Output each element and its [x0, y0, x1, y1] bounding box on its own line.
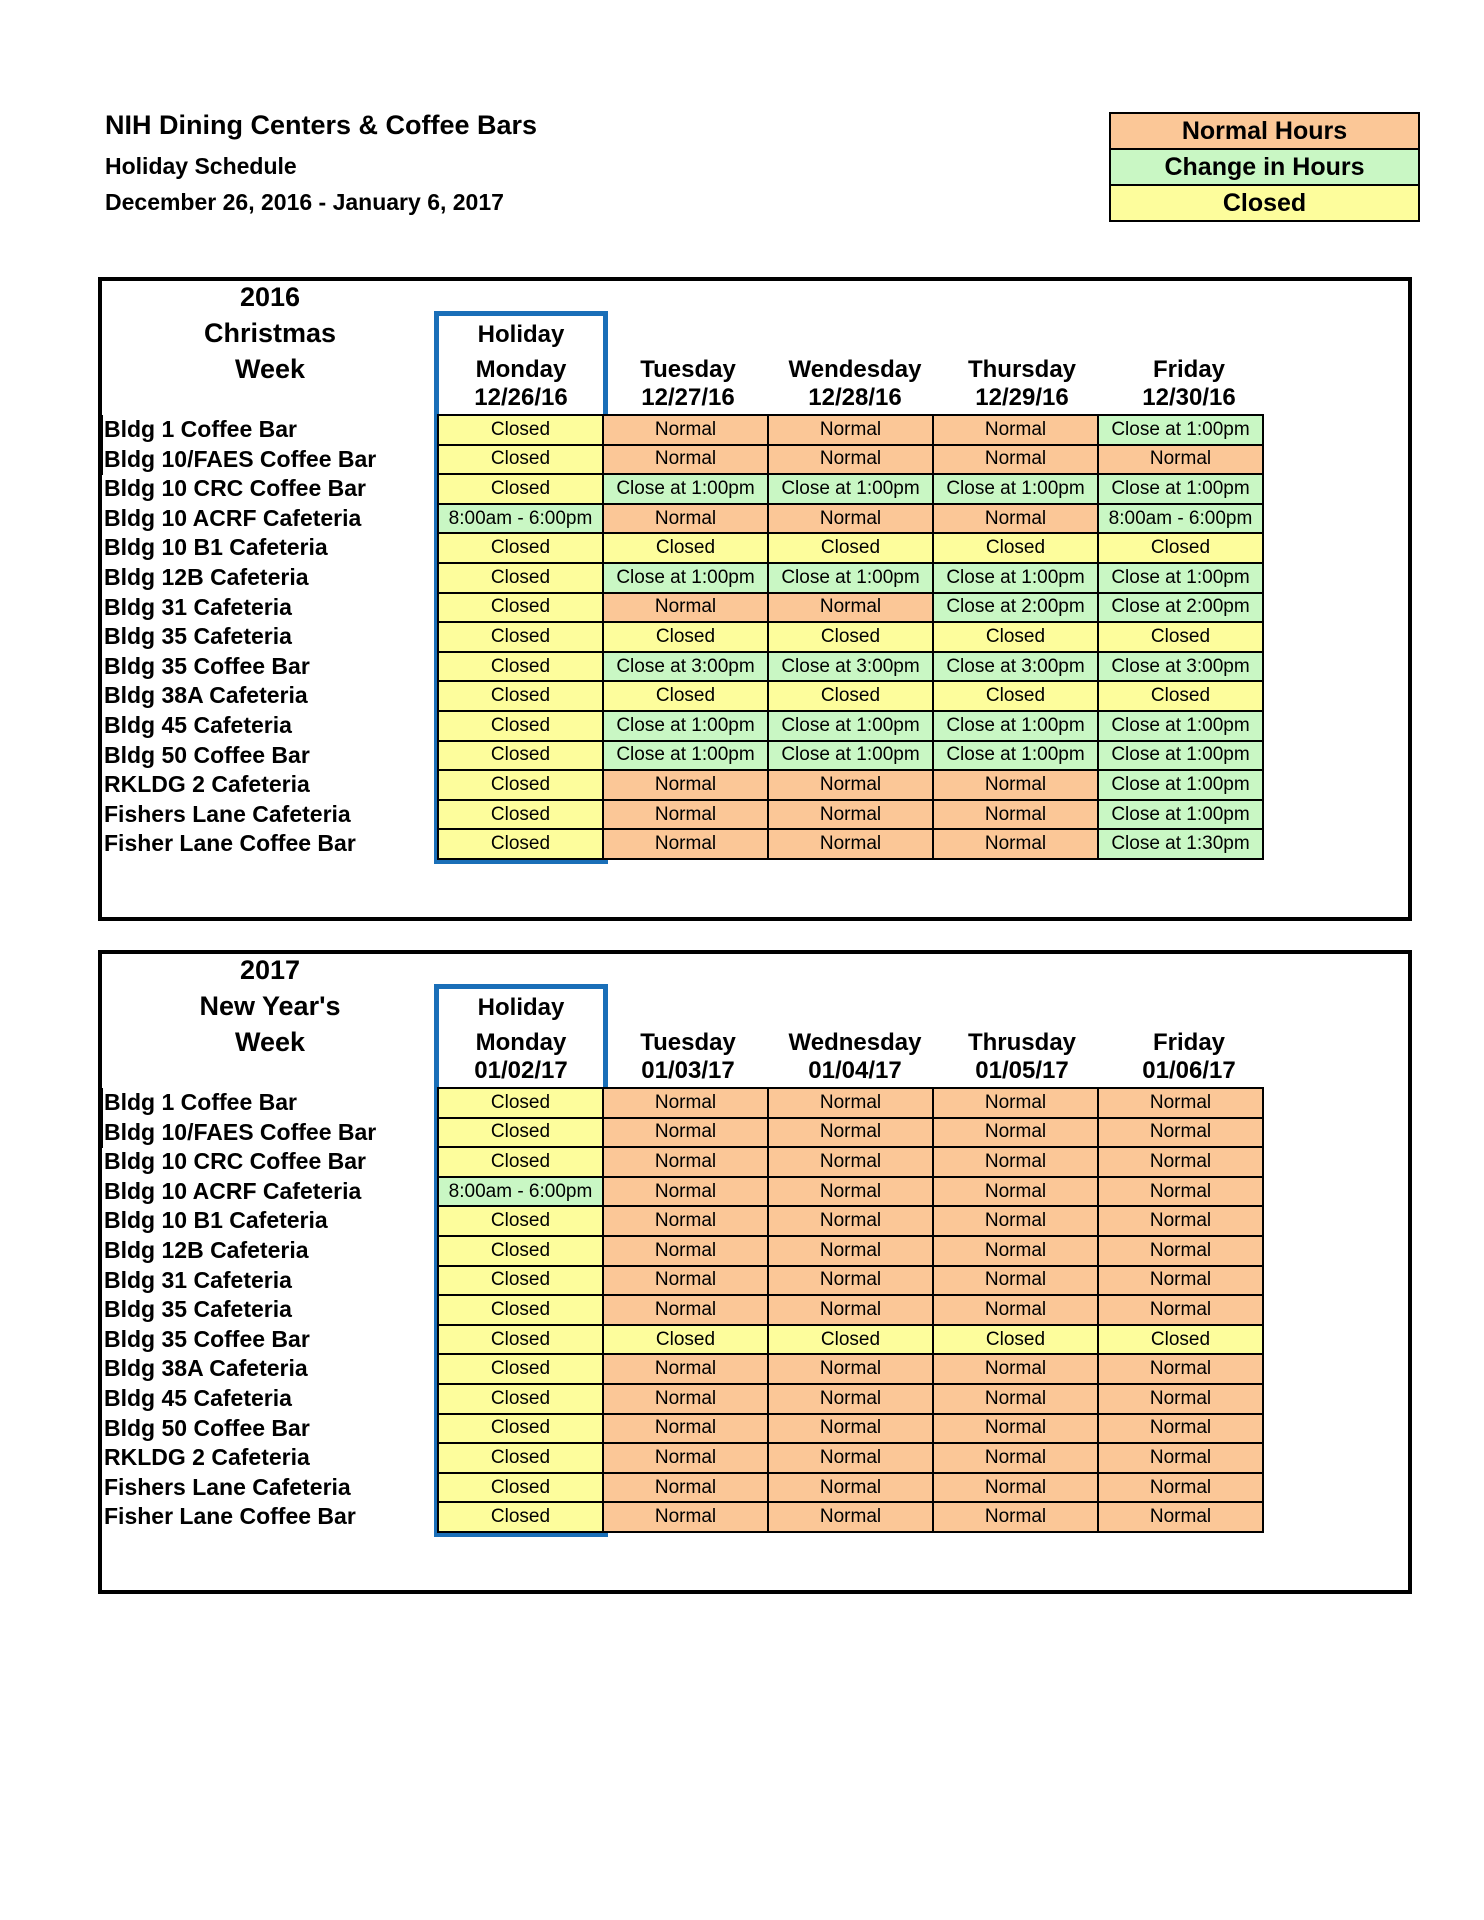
schedule-cell: Normal: [933, 1206, 1098, 1236]
schedule-cell: Closed: [768, 681, 933, 711]
schedule-cell: Close at 2:00pm: [1098, 593, 1263, 623]
schedule-cell: Closed: [933, 533, 1098, 563]
page-title: NIH Dining Centers & Coffee Bars: [105, 110, 538, 140]
schedule-row: [438, 1473, 1263, 1503]
location-name: Fisher Lane Coffee Bar: [104, 830, 356, 857]
schedule-cell: Closed: [1098, 622, 1263, 652]
schedule-cell: Closed: [438, 770, 603, 800]
schedule-cell: Normal: [1098, 1473, 1263, 1503]
week2-label: New Year's: [199, 991, 341, 1021]
schedule-cell: Normal: [603, 800, 768, 830]
schedule-cell: Normal: [1098, 1088, 1263, 1118]
schedule-row: [438, 1295, 1263, 1325]
week1-date-3: 12/29/16: [975, 384, 1069, 411]
schedule-cell: Closed: [438, 681, 603, 711]
schedule-cell: Closed: [603, 681, 768, 711]
schedule-cell: Close at 1:00pm: [933, 474, 1098, 504]
schedule-cell: Close at 1:00pm: [603, 741, 768, 771]
schedule-cell: Closed: [603, 533, 768, 563]
schedule-cell: Closed: [438, 1325, 603, 1355]
schedule-row: [438, 770, 1263, 800]
schedule-cell: Normal: [933, 445, 1098, 475]
schedule-row: [438, 1088, 1263, 1118]
schedule-cell: Normal: [603, 1443, 768, 1473]
schedule-cell: Normal: [933, 1266, 1098, 1296]
schedule-cell: Closed: [438, 1118, 603, 1148]
schedule-cell: Normal: [603, 770, 768, 800]
week1-day-4: Friday: [1152, 356, 1226, 383]
schedule-row: [438, 593, 1263, 623]
location-name: Bldg 38A Cafeteria: [104, 1355, 308, 1382]
week1-week: Week: [234, 354, 306, 384]
schedule-cell: Normal: [603, 1236, 768, 1266]
new-year-week-schedule-table: [437, 1087, 1264, 1533]
schedule-cell: Normal: [768, 1295, 933, 1325]
schedule-cell: Close at 3:00pm: [603, 652, 768, 682]
schedule-cell: Normal: [603, 593, 768, 623]
location-name: Bldg 10/FAES Coffee Bar: [104, 1118, 377, 1145]
schedule-cell: Normal: [768, 1177, 933, 1207]
week2-date-2: 01/04/17: [808, 1057, 902, 1084]
schedule-cell: Normal: [1098, 445, 1263, 475]
schedule-cell: Normal: [768, 1206, 933, 1236]
schedule-cell: Closed: [768, 1325, 933, 1355]
schedule-cell: Normal: [933, 1236, 1098, 1266]
schedule-row: [438, 1325, 1263, 1355]
schedule-cell: Close at 1:00pm: [603, 474, 768, 504]
schedule-cell: Normal: [1098, 1177, 1263, 1207]
schedule-row: [438, 445, 1263, 475]
week2-date-4: 01/06/17: [1142, 1057, 1236, 1084]
schedule-cell: Normal: [768, 829, 933, 859]
schedule-cell: Close at 3:00pm: [1098, 652, 1263, 682]
date-range: December 26, 2016 - January 6, 2017: [105, 189, 504, 215]
schedule-cell: Normal: [1098, 1206, 1263, 1236]
week2-rowbar: [98, 1088, 103, 1148]
schedule-cell: 8:00am - 6:00pm: [1098, 504, 1263, 534]
schedule-cell: Closed: [438, 1236, 603, 1266]
location-name: Bldg 31 Cafeteria: [104, 593, 292, 620]
schedule-row: [438, 1414, 1263, 1444]
week1-date-4: 12/30/16: [1142, 384, 1236, 411]
schedule-cell: Normal: [603, 1088, 768, 1118]
schedule-cell: Normal: [933, 1414, 1098, 1444]
schedule-row: [438, 652, 1263, 682]
christmas-week-schedule-table: [437, 414, 1264, 860]
schedule-cell: Closed: [438, 1206, 603, 1236]
schedule-cell: Normal: [933, 1118, 1098, 1148]
schedule-row: [438, 1443, 1263, 1473]
week2-day-2: Wednesday: [788, 1029, 922, 1056]
schedule-cell: Normal: [768, 504, 933, 534]
schedule-cell: Normal: [603, 1502, 768, 1532]
schedule-cell: Normal: [603, 1414, 768, 1444]
week2-week: Week: [234, 1027, 306, 1057]
schedule-row: [438, 563, 1263, 593]
schedule-cell: Normal: [768, 415, 933, 445]
week1-day-3: Thursday: [967, 356, 1077, 383]
schedule-cell: Normal: [933, 800, 1098, 830]
week2-date-1: 01/03/17: [641, 1057, 735, 1084]
schedule-cell: Closed: [438, 1502, 603, 1532]
schedule-cell: Closed: [438, 622, 603, 652]
schedule-cell: Closed: [438, 593, 603, 623]
schedule-cell: Close at 1:00pm: [603, 711, 768, 741]
location-name: Bldg 35 Cafeteria: [104, 623, 292, 650]
schedule-row: [438, 741, 1263, 771]
schedule-cell: Closed: [438, 445, 603, 475]
week2-year: 2017: [239, 955, 301, 985]
schedule-cell: Closed: [933, 681, 1098, 711]
schedule-cell: Closed: [438, 711, 603, 741]
schedule-row: [438, 474, 1263, 504]
schedule-cell: Close at 1:00pm: [933, 711, 1098, 741]
schedule-cell: Normal: [603, 1473, 768, 1503]
week1-day-1: Tuesday: [640, 356, 736, 383]
schedule-cell: Normal: [768, 445, 933, 475]
schedule-cell: Normal: [933, 1502, 1098, 1532]
schedule-cell: Closed: [438, 1295, 603, 1325]
schedule-cell: Close at 1:00pm: [1098, 415, 1263, 445]
schedule-cell: 8:00am - 6:00pm: [438, 1177, 603, 1207]
schedule-cell: Closed: [603, 622, 768, 652]
schedule-cell: Normal: [768, 1236, 933, 1266]
schedule-cell: Close at 1:00pm: [768, 474, 933, 504]
schedule-cell: Closed: [603, 1325, 768, 1355]
week1-date-2: 12/28/16: [808, 384, 902, 411]
schedule-cell: Closed: [438, 415, 603, 445]
schedule-cell: Normal: [1098, 1118, 1263, 1148]
schedule-cell: Closed: [438, 533, 603, 563]
schedule-row: [438, 1177, 1263, 1207]
schedule-cell: Normal: [603, 1118, 768, 1148]
schedule-cell: Normal: [1098, 1266, 1263, 1296]
schedule-cell: Normal: [1098, 1147, 1263, 1177]
schedule-cell: Normal: [933, 770, 1098, 800]
week1-date-0: 12/26/16: [474, 384, 568, 411]
schedule-cell: Closed: [438, 1088, 603, 1118]
location-name: RKLDG 2 Cafeteria: [104, 1444, 310, 1471]
schedule-cell: Close at 1:00pm: [603, 563, 768, 593]
schedule-cell: Normal: [603, 1177, 768, 1207]
week1-holiday-label: Holiday: [477, 321, 565, 348]
schedule-cell: Normal: [1098, 1443, 1263, 1473]
schedule-row: [438, 1384, 1263, 1414]
location-name: Bldg 50 Coffee Bar: [104, 1414, 310, 1441]
schedule-cell: Closed: [438, 1473, 603, 1503]
location-name: Bldg 10 ACRF Cafeteria: [104, 1177, 362, 1204]
schedule-cell: Normal: [933, 415, 1098, 445]
schedule-cell: Closed: [438, 1354, 603, 1384]
schedule-cell: Normal: [1098, 1414, 1263, 1444]
week2-day-4: Friday: [1152, 1029, 1226, 1056]
week1-label: Christmas: [203, 318, 337, 348]
week2-holiday-label: Holiday: [477, 994, 565, 1021]
schedule-cell: Close at 1:00pm: [768, 741, 933, 771]
schedule-cell: Close at 1:00pm: [1098, 563, 1263, 593]
schedule-cell: Normal: [603, 1384, 768, 1414]
schedule-cell: Normal: [603, 1354, 768, 1384]
schedule-cell: Normal: [768, 1088, 933, 1118]
schedule-cell: Close at 1:00pm: [1098, 711, 1263, 741]
schedule-cell: Normal: [768, 1147, 933, 1177]
schedule-cell: Close at 1:00pm: [1098, 800, 1263, 830]
schedule-row: [438, 829, 1263, 859]
week2-day-3: Thrusday: [967, 1029, 1077, 1056]
schedule-cell: Normal: [603, 1147, 768, 1177]
legend-change: Change in Hours: [1111, 150, 1418, 186]
schedule-cell: Normal: [768, 1473, 933, 1503]
schedule-cell: Normal: [768, 1266, 933, 1296]
schedule-row: [438, 800, 1263, 830]
location-name: Fishers Lane Cafeteria: [104, 800, 351, 827]
schedule-cell: Normal: [933, 1384, 1098, 1414]
schedule-cell: Close at 1:00pm: [933, 563, 1098, 593]
week1-date-1: 12/27/16: [641, 384, 735, 411]
location-name: Bldg 10/FAES Coffee Bar: [104, 445, 377, 472]
schedule-cell: Normal: [603, 445, 768, 475]
schedule-cell: Normal: [768, 1384, 933, 1414]
schedule-cell: Normal: [768, 1502, 933, 1532]
location-name: Bldg 35 Coffee Bar: [104, 652, 310, 679]
schedule-cell: Normal: [933, 1354, 1098, 1384]
schedule-cell: Closed: [438, 652, 603, 682]
schedule-cell: Close at 1:00pm: [1098, 474, 1263, 504]
schedule-cell: Normal: [768, 770, 933, 800]
schedule-cell: Closed: [438, 1384, 603, 1414]
legend: [1109, 112, 1420, 222]
location-name: Bldg 45 Cafeteria: [104, 1385, 292, 1411]
schedule-cell: Closed: [438, 1147, 603, 1177]
schedule-cell: Normal: [768, 1354, 933, 1384]
schedule-cell: Close at 1:00pm: [1098, 770, 1263, 800]
schedule-cell: Normal: [1098, 1502, 1263, 1532]
schedule-row: [438, 504, 1263, 534]
location-name: Bldg 12B Cafeteria: [104, 564, 309, 590]
schedule-cell: Normal: [1098, 1354, 1263, 1384]
page-subtitle: Holiday Schedule: [105, 153, 297, 179]
location-name: Bldg 10 CRC Coffee Bar: [104, 475, 366, 502]
location-name: Bldg 10 B1 Cafeteria: [104, 1207, 328, 1234]
schedule-cell: Closed: [933, 1325, 1098, 1355]
schedule-cell: Closed: [438, 741, 603, 771]
location-name: Bldg 10 ACRF Cafeteria: [104, 504, 362, 531]
schedule-cell: Close at 1:00pm: [768, 711, 933, 741]
schedule-cell: Normal: [768, 1443, 933, 1473]
schedule-cell: Normal: [933, 1443, 1098, 1473]
schedule-row: [438, 711, 1263, 741]
schedule-cell: Normal: [1098, 1236, 1263, 1266]
schedule-row: [438, 1118, 1263, 1148]
schedule-cell: Normal: [768, 800, 933, 830]
legend-closed: Closed: [1111, 186, 1418, 220]
schedule-row: [438, 622, 1263, 652]
location-name: Fisher Lane Coffee Bar: [104, 1503, 356, 1530]
week1-rowbar: [98, 415, 103, 475]
schedule-row: [438, 1266, 1263, 1296]
location-name: Bldg 45 Cafeteria: [104, 712, 292, 738]
location-name: Bldg 35 Coffee Bar: [104, 1325, 310, 1352]
schedule-cell: Closed: [933, 622, 1098, 652]
schedule-cell: Normal: [603, 1206, 768, 1236]
schedule-row: [438, 533, 1263, 563]
schedule-cell: Normal: [603, 504, 768, 534]
schedule-cell: Normal: [603, 415, 768, 445]
schedule-cell: Close at 1:00pm: [768, 563, 933, 593]
schedule-cell: 8:00am - 6:00pm: [438, 504, 603, 534]
schedule-cell: Normal: [768, 1414, 933, 1444]
schedule-row: [438, 1502, 1263, 1532]
schedule-cell: Normal: [933, 1295, 1098, 1325]
schedule-cell: Closed: [438, 563, 603, 593]
location-name: Fishers Lane Cafeteria: [104, 1473, 351, 1500]
schedule-cell: Normal: [768, 593, 933, 623]
location-name: Bldg 10 B1 Cafeteria: [104, 534, 328, 561]
schedule-cell: Closed: [438, 1443, 603, 1473]
week2-day-0: Monday: [475, 1029, 567, 1056]
schedule-row: [438, 1354, 1263, 1384]
schedule-cell: Closed: [438, 1266, 603, 1296]
schedule-cell: Normal: [1098, 1295, 1263, 1325]
schedule-cell: Normal: [603, 1266, 768, 1296]
schedule-cell: Normal: [603, 1295, 768, 1325]
schedule-cell: Normal: [1098, 1384, 1263, 1414]
schedule-cell: Closed: [1098, 533, 1263, 563]
week1-day-2: Wendesday: [788, 356, 922, 383]
schedule-cell: Normal: [933, 1473, 1098, 1503]
location-name: Bldg 10 CRC Coffee Bar: [104, 1148, 366, 1175]
location-name: Bldg 38A Cafeteria: [104, 682, 308, 709]
schedule-cell: Close at 1:30pm: [1098, 829, 1263, 859]
schedule-cell: Closed: [438, 829, 603, 859]
schedule-cell: Close at 2:00pm: [933, 593, 1098, 623]
schedule-row: [438, 681, 1263, 711]
location-name: Bldg 1 Coffee Bar: [104, 416, 297, 442]
schedule-row: [438, 1206, 1263, 1236]
schedule-cell: Closed: [768, 533, 933, 563]
schedule-cell: Normal: [933, 1088, 1098, 1118]
schedule-cell: Close at 1:00pm: [933, 741, 1098, 771]
schedule-cell: Close at 3:00pm: [933, 652, 1098, 682]
location-name: Bldg 12B Cafeteria: [104, 1237, 309, 1263]
location-name: Bldg 1 Coffee Bar: [104, 1089, 297, 1115]
location-name: Bldg 35 Cafeteria: [104, 1296, 292, 1323]
schedule-cell: Closed: [1098, 681, 1263, 711]
location-name: RKLDG 2 Cafeteria: [104, 771, 310, 798]
week2-day-1: Tuesday: [640, 1029, 736, 1056]
schedule-row: [438, 415, 1263, 445]
week1-year: 2016: [239, 282, 301, 312]
schedule-cell: Closed: [1098, 1325, 1263, 1355]
schedule-cell: Close at 1:00pm: [1098, 741, 1263, 771]
schedule-cell: Normal: [768, 1118, 933, 1148]
week2-date-0: 01/02/17: [474, 1057, 568, 1084]
schedule-cell: Closed: [438, 800, 603, 830]
location-name: Bldg 50 Coffee Bar: [104, 741, 310, 768]
schedule-cell: Closed: [438, 474, 603, 504]
location-name: Bldg 31 Cafeteria: [104, 1266, 292, 1293]
week2-date-3: 01/05/17: [975, 1057, 1069, 1084]
schedule-cell: Normal: [933, 1177, 1098, 1207]
week1-day-0: Monday: [475, 356, 567, 383]
schedule-cell: Normal: [603, 829, 768, 859]
schedule-cell: Normal: [933, 504, 1098, 534]
schedule-row: [438, 1147, 1263, 1177]
schedule-row: [438, 1236, 1263, 1266]
schedule-cell: Closed: [438, 1414, 603, 1444]
legend-normal: Normal Hours: [1111, 114, 1418, 150]
schedule-cell: Normal: [933, 829, 1098, 859]
schedule-cell: Close at 3:00pm: [768, 652, 933, 682]
schedule-cell: Closed: [768, 622, 933, 652]
schedule-cell: Normal: [933, 1147, 1098, 1177]
